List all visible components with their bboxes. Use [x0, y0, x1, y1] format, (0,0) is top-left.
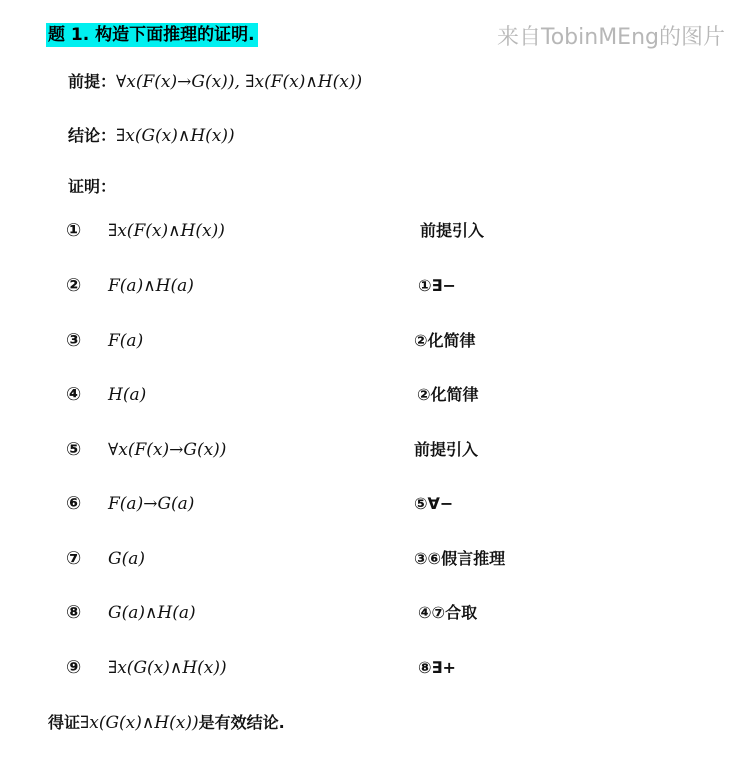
conclusion-line [68, 124, 235, 148]
step-reason: 前提引入 [414, 440, 479, 459]
step-number: ⑤ [66, 439, 82, 460]
final-formula: ∃x(G(x)∧H(x)) [80, 713, 199, 733]
step-reason: ②化简律 [417, 385, 479, 404]
proof-heading [68, 175, 116, 199]
step-number: ⑥ [66, 493, 82, 514]
step-reason: ④⑦合取 [418, 603, 478, 622]
step-reason: 前提引入 [420, 221, 485, 240]
step-formula: F(a)→G(a) [108, 494, 195, 514]
step-reason: ⑤∀− [414, 494, 454, 513]
step-number: ⑧ [66, 602, 82, 623]
step-formula: ∃x(F(x)∧H(x)) [108, 221, 225, 241]
step-formula: G(a) [108, 549, 145, 569]
step-formula: H(a) [108, 385, 147, 405]
step-formula: F(a)∧H(a) [108, 276, 194, 296]
premise-line [68, 70, 362, 94]
step-formula: F(a) [108, 331, 144, 351]
watermark: 来自TobinMEng的图片 [497, 25, 725, 50]
proof-label: 证明： [68, 177, 117, 196]
step-reason: ①∃− [418, 276, 456, 295]
step-formula: ∀x(F(x)→G(x)) [108, 440, 227, 460]
conclusion-label: 结论： [68, 126, 117, 145]
step-number: ⑨ [66, 657, 82, 678]
step-number: ④ [66, 384, 82, 405]
step-formula: G(a)∧H(a) [108, 603, 196, 623]
step-number: ② [66, 275, 82, 296]
step-reason: ⑧∃+ [418, 658, 456, 677]
step-number: ① [66, 220, 82, 241]
conclusion-formula: ∃x(G(x)∧H(x)) [116, 126, 235, 146]
step-reason: ②化简律 [414, 331, 476, 350]
premise-label: 前提： [68, 72, 117, 91]
final-suffix: 是有效结论. [198, 713, 285, 732]
step-formula: ∃x(G(x)∧H(x)) [108, 658, 227, 678]
step-number: ③ [66, 330, 82, 351]
premise-formula: ∀x(F(x)→G(x)), ∃x(F(x)∧H(x)) [116, 72, 363, 92]
final-prefix: 得证 [48, 713, 81, 732]
final-statement [48, 711, 285, 735]
problem-title: 题 1. 构造下面推理的证明. [46, 23, 258, 47]
step-number: ⑦ [66, 548, 82, 569]
step-reason: ③⑥假言推理 [414, 549, 506, 568]
